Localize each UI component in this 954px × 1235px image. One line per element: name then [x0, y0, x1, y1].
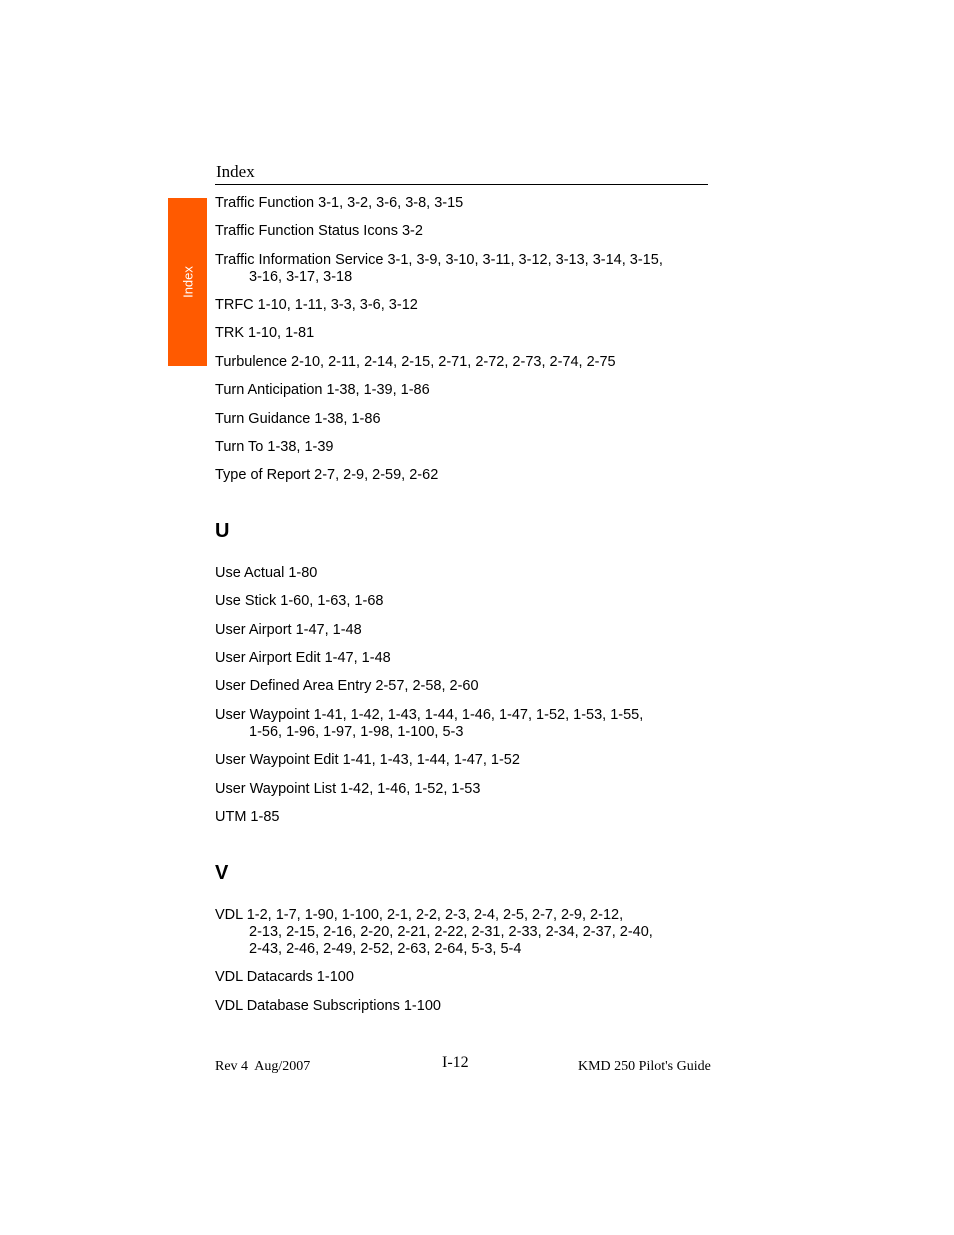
- index-entry: VDL Database Subscriptions 1-100: [215, 998, 441, 1014]
- index-entry: VDL 1-2, 1-7, 1-90, 1-100, 2-1, 2-2, 2-3, 2-4, 2-5, 2-7, 2-9, 2-12, 2-13, 2-15, 2-16, 2-20, 2-21, 2-22, 2-31, 2-33, 2-34, 2-37, 2-40, 2-43, 2-46, 2-49, 2-52, 2-63, 2-64, 5-3, 5-4: [215, 907, 653, 957]
- page-header: [215, 160, 708, 185]
- index-entry: Use Stick 1-60, 1-63, 1-68: [215, 593, 384, 609]
- index-entry: TRFC 1-10, 1-11, 3-3, 3-6, 3-12: [215, 297, 418, 313]
- index-entry: User Airport Edit 1-47, 1-48: [215, 650, 391, 666]
- footer-guide-title: KMD 250 Pilot's Guide: [578, 1059, 711, 1074]
- index-entry: TRK 1-10, 1-81: [215, 325, 315, 341]
- index-entry: Turbulence 2-10, 2-11, 2-14, 2-15, 2-71, 2-72, 2-73, 2-74, 2-75: [215, 354, 616, 370]
- index-entry: VDL Datacards 1-100: [215, 969, 354, 985]
- index-entry: Turn Anticipation 1-38, 1-39, 1-86: [215, 382, 430, 398]
- header-title: Index: [216, 162, 255, 181]
- index-entry: Type of Report 2-7, 2-9, 2-59, 2-62: [215, 467, 439, 483]
- index-entry: User Waypoint List 1-42, 1-46, 1-52, 1-53: [215, 781, 481, 797]
- index-entry: Traffic Function 3-1, 3-2, 3-6, 3-8, 3-15: [215, 195, 464, 211]
- footer-page-number: I-12: [442, 1054, 469, 1071]
- index-entry: Traffic Information Service 3-1, 3-9, 3-10, 3-11, 3-12, 3-13, 3-14, 3-15, 3-16, 3-17, 3-18: [215, 252, 663, 285]
- section-letter-v: V: [215, 862, 229, 884]
- index-entry: User Airport 1-47, 1-48: [215, 622, 362, 638]
- index-entry: User Waypoint Edit 1-41, 1-43, 1-44, 1-47, 1-52: [215, 752, 520, 768]
- index-entry: Traffic Function Status Icons 3-2: [215, 223, 423, 239]
- index-entry: User Defined Area Entry 2-57, 2-58, 2-60: [215, 678, 479, 694]
- footer-revision: Rev 4 Aug/2007: [215, 1059, 311, 1074]
- index-entry: Use Actual 1-80: [215, 565, 318, 581]
- index-entry: Turn To 1-38, 1-39: [215, 439, 334, 455]
- index-entry: Turn Guidance 1-38, 1-86: [215, 411, 381, 427]
- index-entry: User Waypoint 1-41, 1-42, 1-43, 1-44, 1-46, 1-47, 1-52, 1-53, 1-55, 1-56, 1-96, 1-97, 1-98, 1-100, 5-3: [215, 707, 644, 740]
- section-letter-u: U: [215, 520, 230, 542]
- section-tab: [168, 198, 207, 366]
- index-entry: UTM 1-85: [215, 809, 280, 825]
- section-tab-label: Index: [180, 266, 195, 298]
